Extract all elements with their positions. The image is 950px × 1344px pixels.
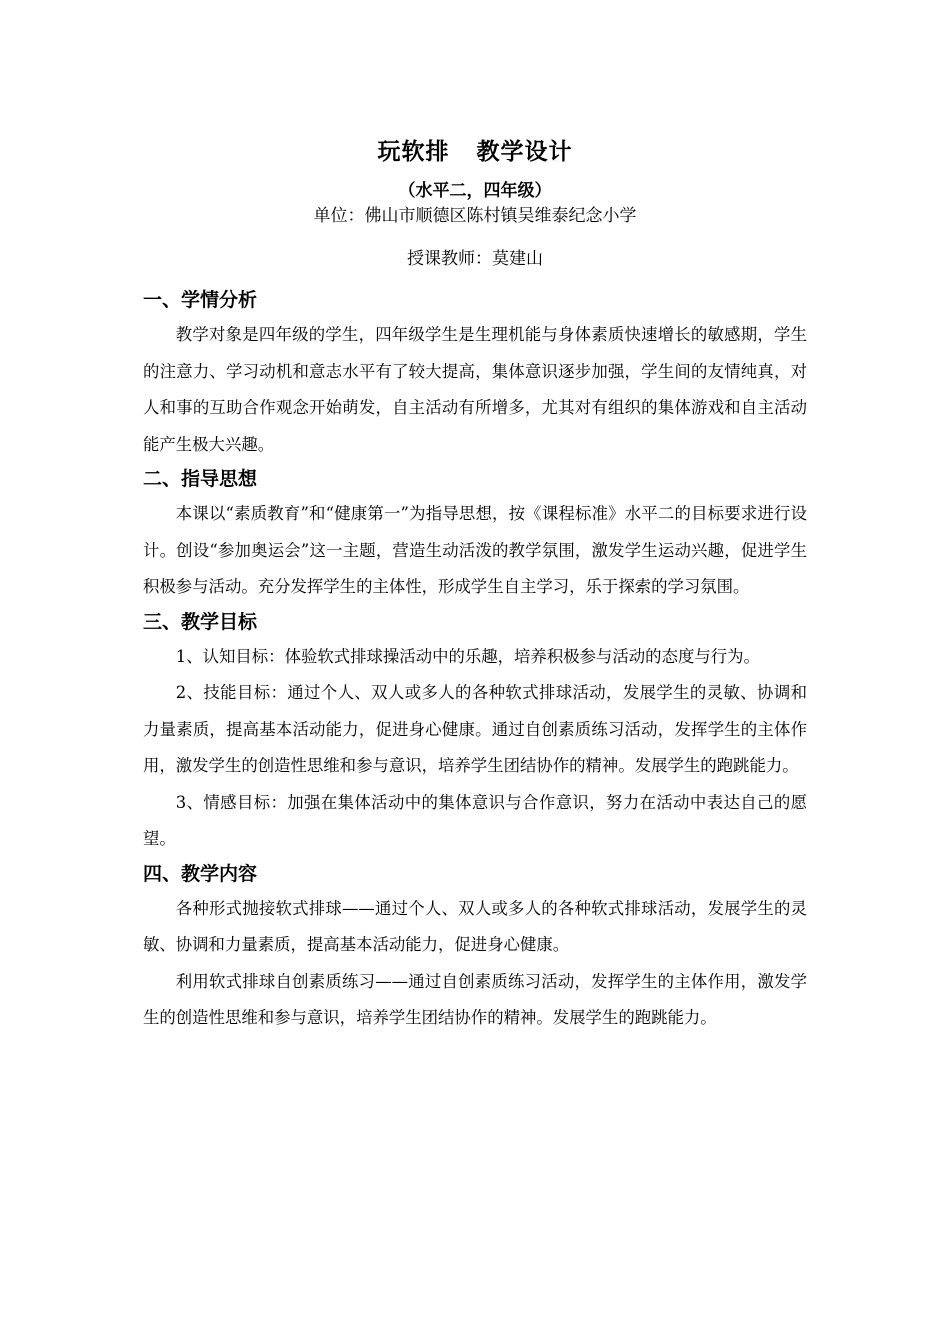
content-item: 各种形式抛接软式排球——通过个人、双人或多人的各种软式排球活动，发展学生的灵敏、协调和力量素质，提高基本活动能力，促进身心健康。 — [143, 898, 807, 954]
section-paragraph: 本课以“素质教育”和“健康第一”为指导思想，按《课程标准》水平二的目标要求进行设计。创设“参加奥运会”这一主题，营造生动活泼的教学氛围，激发学生运动兴趣，促进学生积极参与活动。充分发挥学生的主体性，形成学生自主学习，乐于探索的学习氛围。 — [143, 504, 807, 596]
goal-emotional: 3、情感目标：加强在集体活动中的集体意识与合作意识，努力在活动中表达自己的愿望。 — [143, 792, 807, 848]
section-heading: 四、教学内容 — [143, 862, 258, 885]
goal-skill: 2、技能目标：通过个人、双人或多人的各种软式排球活动，发展学生的灵敏、协调和力量素质，提高基本活动能力，促进身心健康。通过自创素质练习活动，发挥学生的主体作用，激发学生的创造性思维和参与意识，培养学生团结协作的精神。发展学生的跑跳能力。 — [143, 683, 807, 775]
section-heading: 二、指导思想 — [143, 468, 258, 490]
section-teaching-goals — [143, 606, 807, 858]
school-unit: 单位：佛山市顺德区陈村镇吴维泰纪念小学 — [313, 206, 637, 226]
section-heading: 一、学情分析 — [143, 289, 258, 311]
section-paragraph: 教学对象是四年级的学生，四年级学生是生理机能与身体素质快速增长的敏感期，学生的注意力、学习动机和意志水平有了较大提高，集体意识逐步加强，学生间的友情纯真，对人和事的互助合作观念开始萌发，自主活动有所增多，尤其对有组织的集体游戏和自主活动能产生极大兴趣。 — [143, 325, 807, 454]
section-teaching-content — [143, 858, 807, 1037]
section-heading: 三、教学目标 — [143, 610, 258, 633]
section-guiding-thought — [143, 463, 807, 606]
goal-cognitive: 1、认知目标：体验软式排球操活动中的乐趣，培养积极参与活动的态度与行为。 — [175, 646, 760, 666]
document-body — [143, 284, 807, 1037]
teacher-name: 授课教师：莫建山 — [407, 249, 543, 269]
document-title: 玩软排 教学设计 — [377, 139, 573, 165]
content-item: 利用软式排球自创素质练习——通过自创素质练习活动，发挥学生的主体作用，激发学生的创造性思维和参与意识，培养学生团结协作的精神。发展学生的跑跳能力。 — [143, 971, 807, 1027]
section-learner-analysis — [143, 284, 807, 463]
document-subtitle: （水平二，四年级） — [398, 181, 552, 201]
